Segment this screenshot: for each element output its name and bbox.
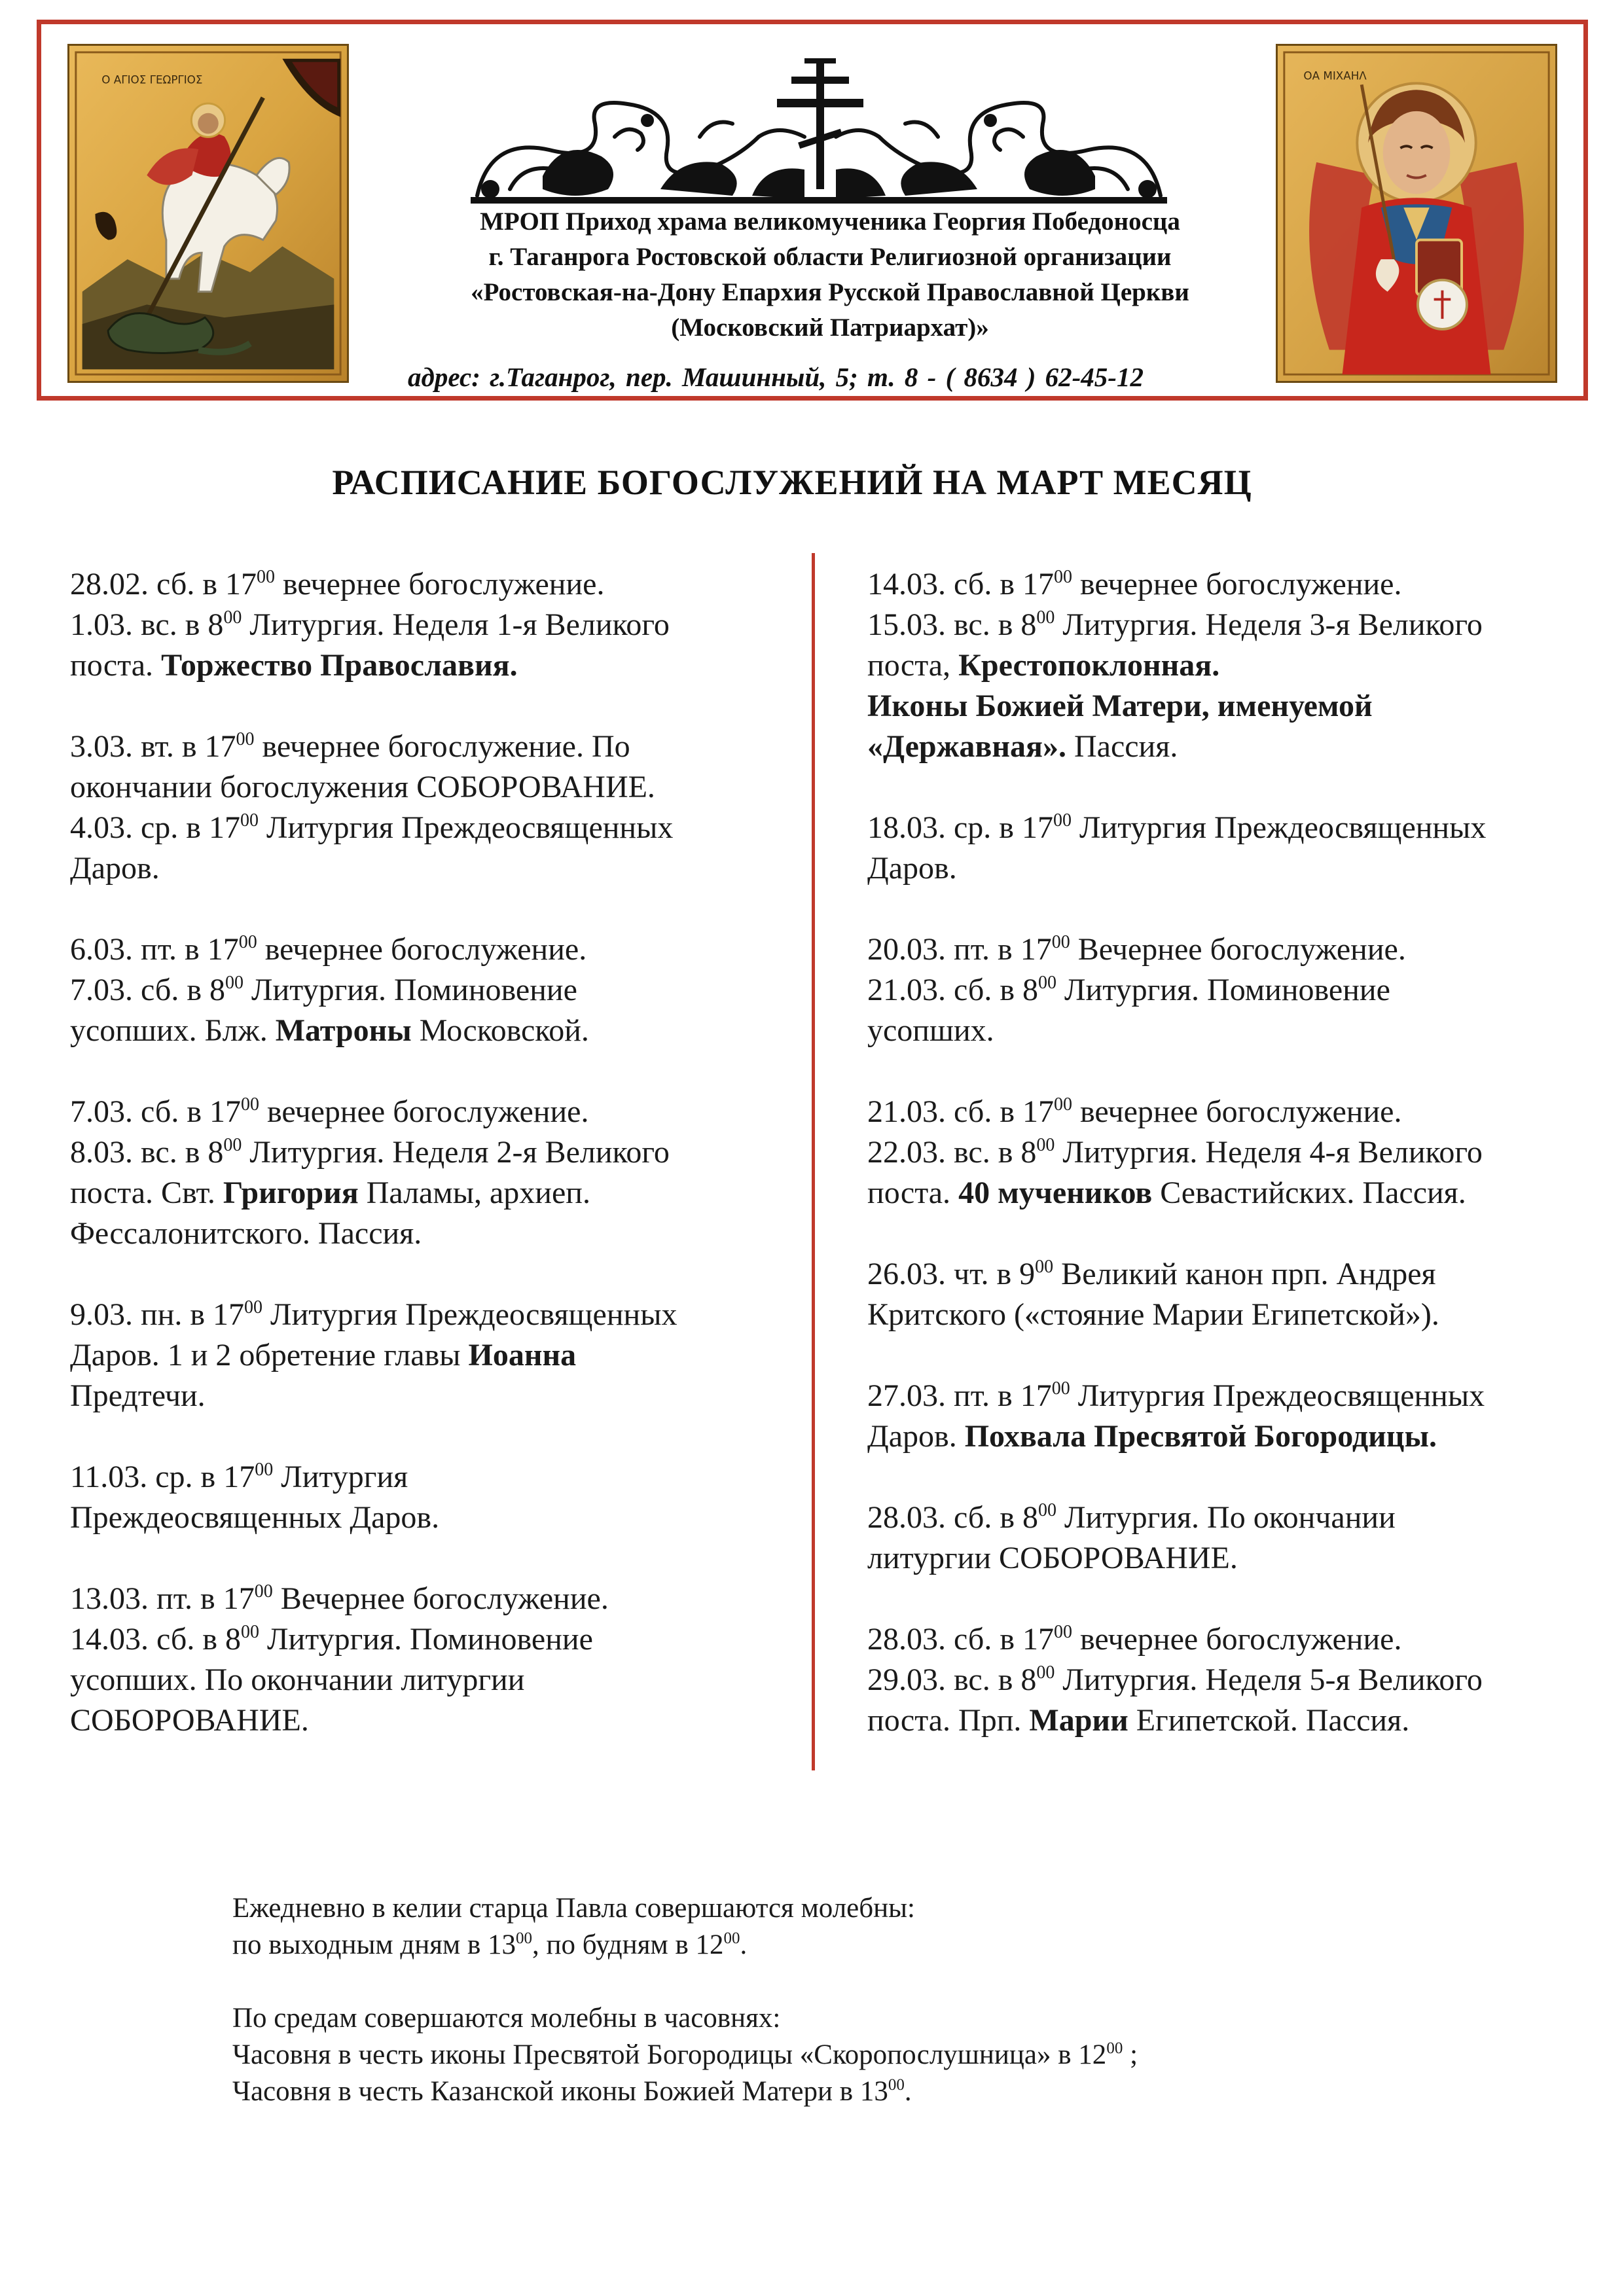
schedule-line: Критского («стояние Марии Египетской»). [867, 1297, 1439, 1332]
schedule-line: 4.03. ср. в $17^{00}$ Литургия Преждеосвященных [70, 810, 674, 845]
schedule-line: 14.03. сб. в $8^{00}$ Литургия. Поминовение [70, 1622, 593, 1657]
org-line: «Ростовская-на-Дону Епархия Русской Православной Церкви [471, 278, 1189, 306]
feast-name: Иконы Божией Матери, именуемой [867, 689, 1373, 723]
schedule-line: 7.03. сб. в $17^{00}$ вечернее богослужение. [70, 1094, 589, 1129]
schedule-entry [867, 564, 1600, 767]
schedule-line: Даров. Похвала Пресвятой Богородицы. [867, 1419, 1437, 1454]
schedule-line: усопших. По окончании литургии [70, 1662, 525, 1697]
organization-name [382, 204, 1278, 346]
org-line: (Московский Патриархат)» [671, 314, 989, 342]
feast-name: Иоанна [468, 1338, 577, 1372]
schedule-line: окончании богослужения СОБОРОВАНИЕ. [70, 770, 655, 804]
schedule-line: Фессалонитского. Пассия. [70, 1216, 422, 1251]
schedule-line: 14.03. сб. в $17^{00}$ вечернее богослужение. [867, 567, 1402, 601]
footer-line: по выходным дням в $13^{00}$, по будням в $12^{00}$. [232, 1929, 748, 1960]
footer-line: Ежедневно в келии старца Павла совершаются молебны: [232, 1893, 915, 1924]
feast-name: Похвала Пресвятой Богородицы. [964, 1419, 1437, 1454]
page-title: РАСПИСАНИЕ БОГОСЛУЖЕНИЙ НА МАРТ МЕСЯЦ [332, 463, 1252, 502]
schedule-line: 26.03. чт. в $9^{00}$ Великий канон прп. Андрея [867, 1257, 1436, 1291]
schedule-entry [70, 564, 797, 686]
schedule-line: Предтечи. [70, 1378, 206, 1413]
feast-name: Крестопоклонная. [958, 648, 1220, 683]
schedule-line: усопших. [867, 1013, 994, 1048]
schedule-entry [867, 1376, 1600, 1457]
schedule-entry [867, 1619, 1600, 1741]
org-line: МРОП Приход храма великомученика Георгия Победоносца [480, 207, 1180, 236]
schedule-line: 6.03. пт. в $17^{00}$ вечернее богослужение. [70, 932, 587, 967]
footer-line: Часовня в честь иконы Пресвятой Богородицы «Скоропослушница» в $12^{00}$ ; [232, 2039, 1138, 2070]
schedule-line: 15.03. вс. в $8^{00}$ Литургия. Неделя 3-я Великого [867, 607, 1483, 642]
footer-line: По средам совершаются молебны в часовнях: [232, 2003, 781, 2034]
schedule-line: поста. 40 мучеников Севастийских. Пассия. [867, 1175, 1466, 1210]
schedule-line: 7.03. сб. в $8^{00}$ Литургия. Поминовение [70, 973, 577, 1007]
cross-ornament [451, 58, 1187, 213]
schedule-line: Даров. [867, 851, 957, 886]
feast-name: Марии [1029, 1703, 1128, 1738]
schedule-line: 13.03. пт. в $17^{00}$ Вечернее богослужение. [70, 1581, 609, 1616]
schedule-entry [70, 929, 797, 1051]
prayer-services-note [232, 1890, 1476, 2110]
right-icon-caption: ΟΑ ΜΙΧΑΗΛ [1303, 69, 1367, 82]
schedule-right-column [867, 564, 1600, 1782]
schedule-entry [867, 808, 1600, 889]
schedule-line [867, 686, 1600, 726]
schedule-line: 8.03. вс. в $8^{00}$ Литургия. Неделя 2-я Великого [70, 1135, 670, 1170]
schedule-line: поста, Крестопоклонная. [867, 648, 1220, 683]
schedule-line: поста. Прп. Марии Египетской. Пассия. [867, 1703, 1410, 1738]
schedule-line: 11.03. ср. в $17^{00}$ Литургия [70, 1460, 408, 1494]
feast-name: Григория [223, 1175, 359, 1210]
schedule-line: 21.03. сб. в $17^{00}$ вечернее богослужение. [867, 1094, 1402, 1129]
column-divider [812, 553, 815, 1770]
schedule-line: 20.03. пт. в $17^{00}$ Вечернее богослужение. [867, 932, 1406, 967]
address-line: адрес: г.Таганрог, пер. Машинный, 5; т. 8 - ( 8634 ) 62-45-12 [408, 362, 1144, 392]
schedule-line: 21.03. сб. в $8^{00}$ Литургия. Поминовение [867, 973, 1390, 1007]
schedule-line: Даров. 1 и 2 обретение главы Иоанна [70, 1338, 577, 1372]
schedule-line: поста. Торжество Православия. [70, 648, 518, 683]
schedule-entry [70, 1295, 797, 1416]
org-line: г. Таганрога Ростовской области Религиозной организации [488, 243, 1172, 271]
feast-name: Торжество Православия. [161, 648, 518, 683]
schedule-line: «Державная». Пассия. [867, 729, 1178, 764]
schedule-line: 27.03. пт. в $17^{00}$ Литургия Преждеосвященных [867, 1378, 1485, 1413]
schedule-line: Даров. [70, 851, 160, 886]
schedule-line: 18.03. ср. в $17^{00}$ Литургия Преждеосвященных [867, 810, 1487, 845]
schedule-line: 3.03. вт. в $17^{00}$ вечернее богослужение. По [70, 729, 630, 764]
schedule-entry [70, 1579, 797, 1741]
header-banner [37, 20, 1588, 401]
schedule-entry [867, 1498, 1600, 1579]
footer-line: Часовня в честь Казанской иконы Божией Матери в $13^{00}$. [232, 2076, 912, 2107]
schedule-line: 1.03. вс. в $8^{00}$ Литургия. Неделя 1-я Великого [70, 607, 670, 642]
archangel-michael-icon [1276, 44, 1557, 383]
feast-name: Матроны [275, 1013, 412, 1048]
schedule-entry [867, 929, 1600, 1051]
schedule-entry [867, 1254, 1600, 1335]
schedule-line: поста. Свт. Григория Паламы, архиеп. [70, 1175, 590, 1210]
schedule-entry [70, 726, 797, 889]
schedule-line: литургии СОБОРОВАНИЕ. [867, 1541, 1238, 1575]
schedule-entry [70, 1092, 797, 1254]
feast-name: «Державная». [867, 729, 1066, 764]
schedule-line: 22.03. вс. в $8^{00}$ Литургия. Неделя 4-я Великого [867, 1135, 1483, 1170]
schedule-entry [70, 1457, 797, 1538]
left-icon-caption: Ο ΑΓΙΟΣ ΓΕΩΡΓΙΟΣ [101, 73, 203, 86]
feast-name: 40 мучеников [958, 1175, 1153, 1210]
schedule-line: 28.03. сб. в $8^{00}$ Литургия. По окончании [867, 1500, 1396, 1535]
schedule-line: 28.03. сб. в $17^{00}$ вечернее богослужение. [867, 1622, 1402, 1657]
schedule-line: 9.03. пн. в $17^{00}$ Литургия Преждеосвященных [70, 1297, 677, 1332]
schedule-left-column [70, 564, 797, 1782]
schedule-line: 29.03. вс. в $8^{00}$ Литургия. Неделя 5-я Великого [867, 1662, 1483, 1697]
schedule-line: Преждеосвященных Даров. [70, 1500, 440, 1535]
schedule-line: 28.02. сб. в $17^{00}$ вечернее богослужение. [70, 567, 605, 601]
schedule-entry [867, 1092, 1600, 1213]
schedule-line: СОБОРОВАНИЕ. [70, 1703, 309, 1738]
schedule-line: усопших. Блж. Матроны Московской. [70, 1013, 589, 1048]
st-george-icon [67, 44, 349, 383]
